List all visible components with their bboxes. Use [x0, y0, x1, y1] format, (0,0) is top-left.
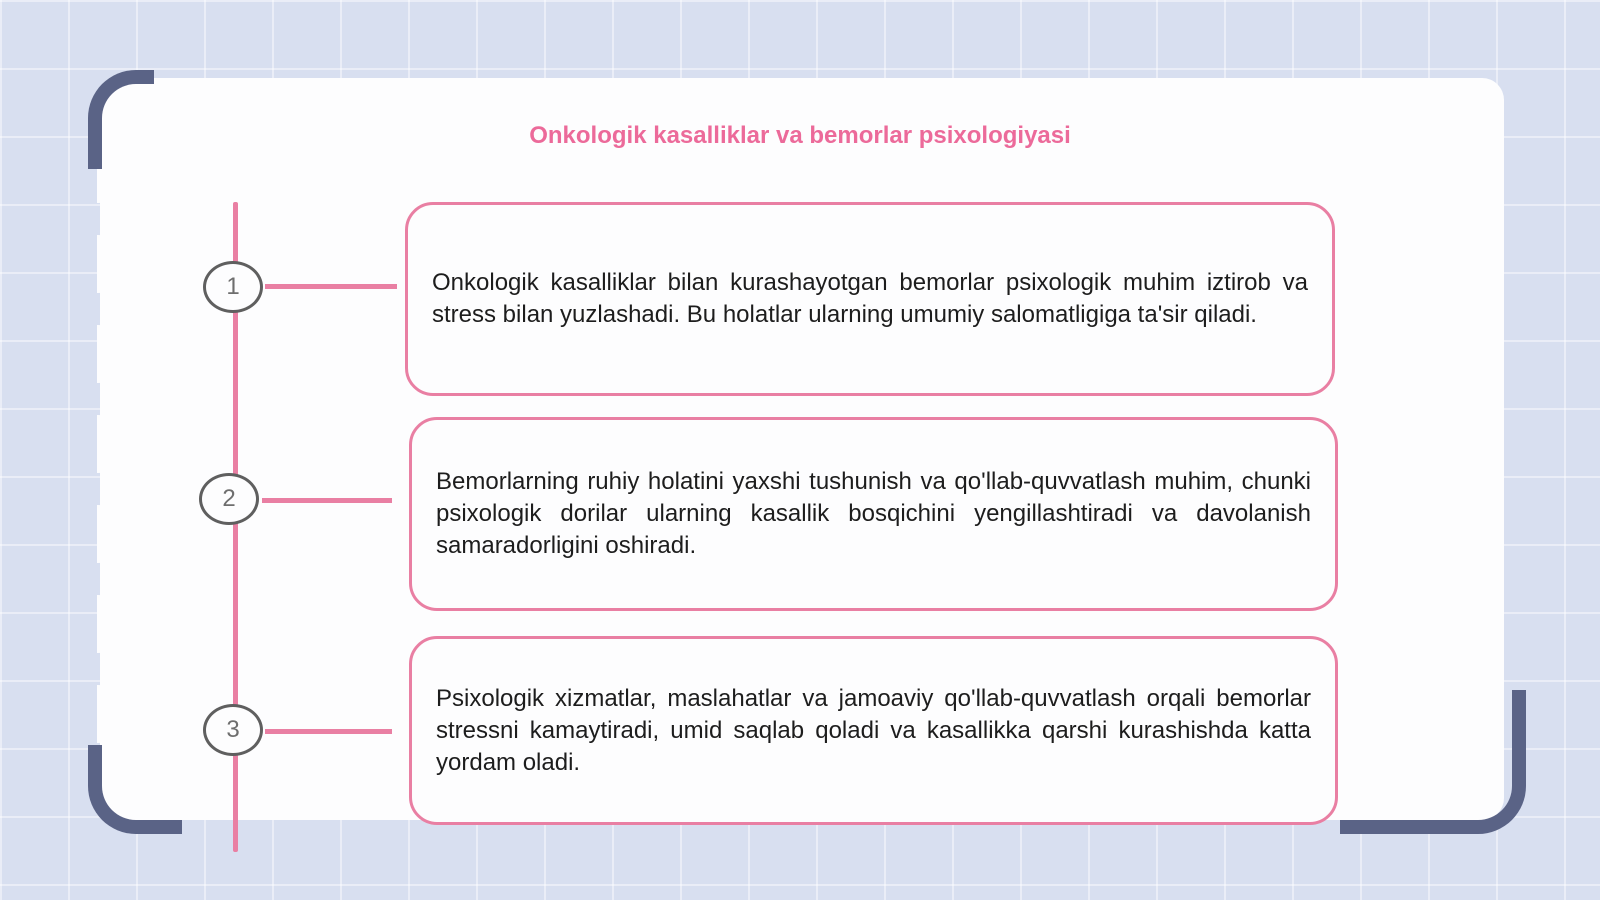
slide-title: Onkologik kasalliklar va bemorlar psixologiyasi	[529, 122, 1071, 149]
step-number-1: 1	[203, 261, 263, 313]
frame-corner-bottom-left	[88, 745, 182, 834]
timeline-connector	[265, 729, 392, 734]
text-card-1	[405, 202, 1335, 396]
card-text-1: Onkologik kasalliklar bilan kurashayotgan bemorlar psixologik muhim iztirob va stress bilan yuzlashadi. Bu holatlar ularning umumiy salomatligiga ta'sir qiladi.	[432, 269, 1308, 328]
frame-corner-bottom-right	[1340, 690, 1526, 834]
card-text-3: Psixologik xizmatlar, maslahatlar va jamoaviy qo'llab-quvvatlash orqali bemorlar stressni kamaytiradi, umid saqlab qoladi va kasallikka qarshi kurashishda katta yordam oladi.	[436, 684, 1311, 776]
timeline-connector	[265, 284, 397, 289]
frame-corner-top-left	[88, 70, 154, 169]
step-number-3: 3	[203, 704, 263, 756]
step-number-2: 2	[199, 473, 259, 525]
text-card-3	[409, 636, 1338, 825]
timeline-connector	[262, 498, 392, 503]
text-card-2	[409, 417, 1338, 611]
card-text-2: Bemorlarning ruhiy holatini yaxshi tushunish va qo'llab-quvvatlash muhim, chunki psixologik dorilar ularning kasallik bosqichini yengillashtiradi va davolanish samaradorligini oshiradi.	[436, 468, 1311, 559]
